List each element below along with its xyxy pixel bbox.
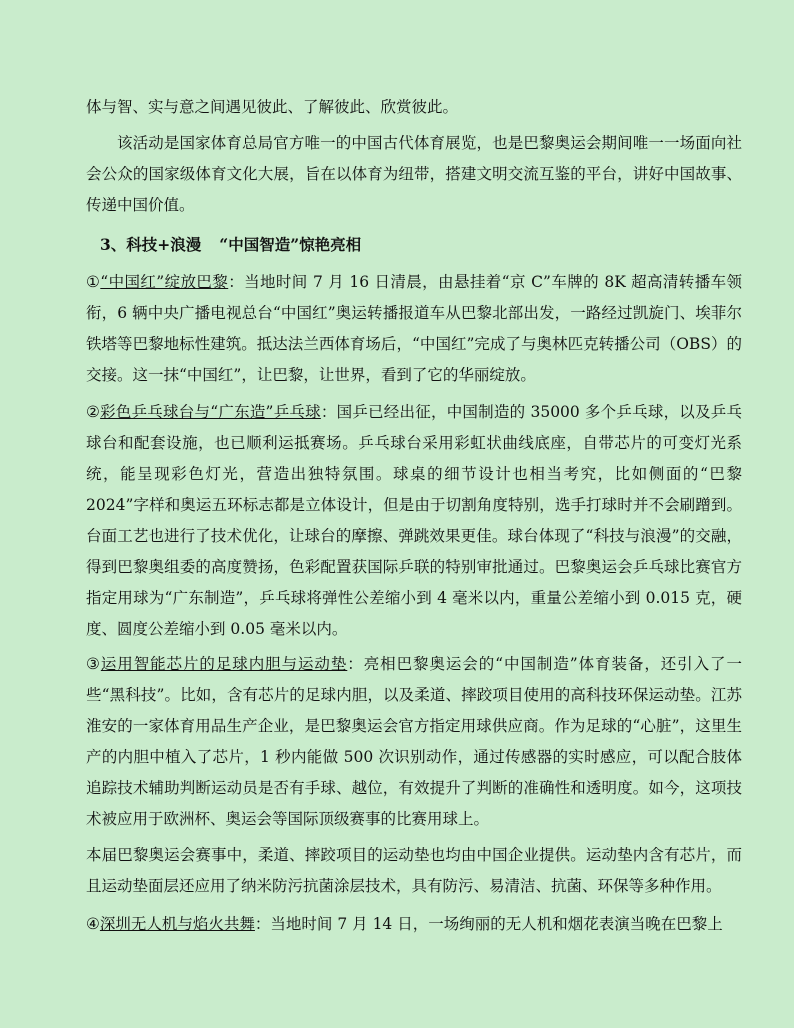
item-3-title: 运用智能芯片的足球内胆与运动垫	[100, 655, 348, 673]
item-4-title: 深圳无人机与焰火共舞	[99, 915, 255, 933]
item-2	[86, 397, 742, 645]
item-3-marker: ③	[86, 655, 101, 673]
item-2-title: 彩色乒乓球台与“广东造”乒乓球	[100, 403, 321, 421]
paragraph-mat: 本届巴黎奥运会赛事中，柔道、摔跤项目的运动垫也均由中国企业提供。运动垫内含有芯片，而且运动垫面层还应用了纳米防污抗菌涂层技术，具有防污、易清洁、抗菌、环保等多种作用。	[86, 846, 742, 895]
item-3-body: ：亮相巴黎奥运会的“中国制造”体育装备，还引入了一些“黑科技”。比如，含有芯片的足球内胆，以及柔道、摔跤项目使用的高科技环保运动垫。江苏淮安的一家体育用品生产企业，是巴黎奥运会官方指定用球供应商。作为足球的“心脏”，这里生产的内胆中植入了芯片，1 秒内能做 500 次识别动作，通过传感器的实时感应，可以配合肢体追踪技术辅助判断运动员是否有手球、越位，有效提升了判断的准确性和透明度。如今，这项技术被应用于欧洲杯、奥运会等国际顶级赛事的比赛用球上。	[86, 655, 742, 828]
item-2-body: ：国乒已经出征，中国制造的 35000 多个乒乓球，以及乒乓球台和配套设施，也已顺利运抵赛场。乒乓球台采用彩虹状曲线底座，自带芯片的可变灯光系统，能呈现彩色灯光，营造出独特氛围。球桌的细节设计也相当考究，比如侧面的“巴黎 2024”字样和奥运五环标志都是立体设计，但是由于切割角度特别，选手打球时并不会刷蹭到。台面工艺也进行了技术优化，让球台的摩擦、弹跳效果更佳。球台体现了“科技与浪漫”的交融，得到巴黎奥组委的高度赞扬，色彩配置获国际乒联的特别审批通过。巴黎奥运会乒乓球比赛官方指定用球为“广东制造”，乒乓球将弹性公差缩小到 4 毫米以内，重量公差缩小到 0.015 克，硬度、圆度公差缩小到 0.05 毫米以内。	[86, 403, 742, 638]
item-4-marker: ④	[86, 915, 100, 933]
paragraph-intro: 该活动是国家体育总局官方唯一的中国古代体育展览，也是巴黎奥运会期间唯一一场面向社会公众的国家级体育文化大展，旨在以体育为纽带，搭建文明交流互鉴的平台，讲好中国故事、传递中国价值。	[86, 134, 742, 214]
item-2-marker: ②	[86, 403, 101, 421]
item-4-body: ：当地时间 7 月 14 日，一场绚丽的无人机和烟花表演当晚在巴黎上	[254, 915, 723, 933]
item-1-body: ：当地时间 7 月 16 日清晨，由悬挂着“京 C”车牌的 8K 超高清转播车领衔，6 辆中央广播电视总台“中国红”奥运转播报道车从巴黎北部出发，一路经过凯旋门、埃菲尔铁塔等巴黎地标性建筑。抵达法兰西体育场后，“中国红”完成了与奥林匹克转播公司（OBS）的交接。这一抹“中国红”，让巴黎，让世界，看到了它的华丽绽放。	[86, 273, 742, 384]
section-title: “中国智造”惊艳亮相	[219, 235, 362, 254]
section-number: 3、科技+浪漫	[100, 235, 202, 254]
item-4	[86, 909, 742, 940]
item-1	[86, 267, 742, 391]
section-heading	[100, 229, 361, 260]
paragraph-top: 体与智、实与意之间遇见彼此、了解彼此、欣赏彼此。	[86, 98, 459, 116]
item-1-title: “中国红”绽放巴黎	[100, 273, 229, 291]
item-1-marker: ①	[86, 273, 101, 291]
item-3	[86, 649, 742, 835]
